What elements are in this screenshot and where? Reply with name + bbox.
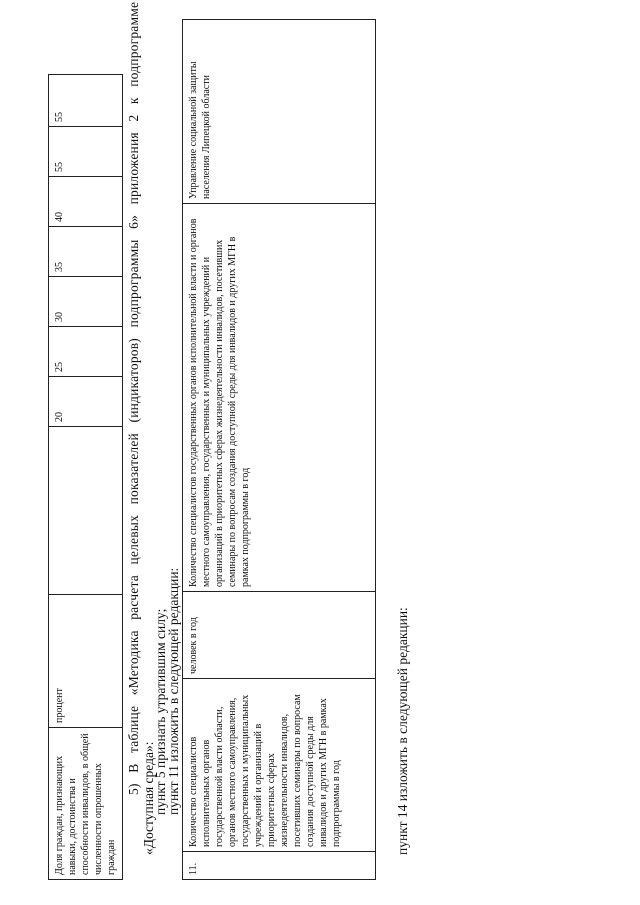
indicator-name-cell: Количество специалистов исполнительных органов государственной власти области, органов местного самоуправления, государственных и муниципальных учреждений и организаций в приоритетных сферах жизнедеятельности инвалидов, посетивших семинары по вопросам создания доступной среды для инвалидов и других МГН в рамках подпрограммы в год [183, 679, 376, 852]
methodology-table-row-11 [182, 19, 376, 880]
indicator-name-cell: Доля граждан, признающих навыки, достоинства и способности инвалидов, в общей численности опрошенных граждан [49, 728, 123, 880]
indicator-value-cell: 25 [49, 327, 123, 377]
indicator-empty-cell [49, 427, 123, 595]
paragraph-subprogram-name: «Доступная среда»: [141, 741, 156, 855]
indicator-table-row [48, 74, 123, 880]
indicator-value-cell: 30 [49, 277, 123, 327]
unit-cell: человек в год [183, 592, 376, 679]
paragraph-point-5-repeal: пункт 5 признать утратившим силу; [153, 608, 168, 815]
indicator-value-cell: 55 [49, 75, 123, 127]
data-source-cell: Управление социальной защиты населения Липецкой области [183, 20, 376, 204]
indicator-value-cell: 55 [49, 127, 123, 177]
calculation-method-cell: Количество специалистов государственных органов исполнительной власти и органов местного самоуправления, государственных и муниципальных учреждений и организаций в приоритетных сферах жизнедеятельности инвалидов, посетивших семинары по вопросам создания доступной среды для инвалидов и других МГН в рамках подпрограммы в год [183, 204, 376, 592]
paragraph-point-11-intro: пункт 11 изложить в следующей редакции: [166, 567, 181, 815]
row-number-cell: 11. [183, 852, 376, 880]
paragraph-methodology-amendment: 5) В таблице «Методика расчета целевых показателей (индикаторов) подпрограммы 6» приложения 2 к подпрограмме [126, 1, 141, 795]
paragraph-point-14-intro: пункт 14 изложить в следующей редакции: [395, 607, 410, 855]
indicator-value-cell: 35 [49, 227, 123, 277]
indicator-unit-cell: процент [49, 595, 123, 728]
indicator-value-cell: 20 [49, 377, 123, 427]
indicator-value-cell: 40 [49, 177, 123, 227]
